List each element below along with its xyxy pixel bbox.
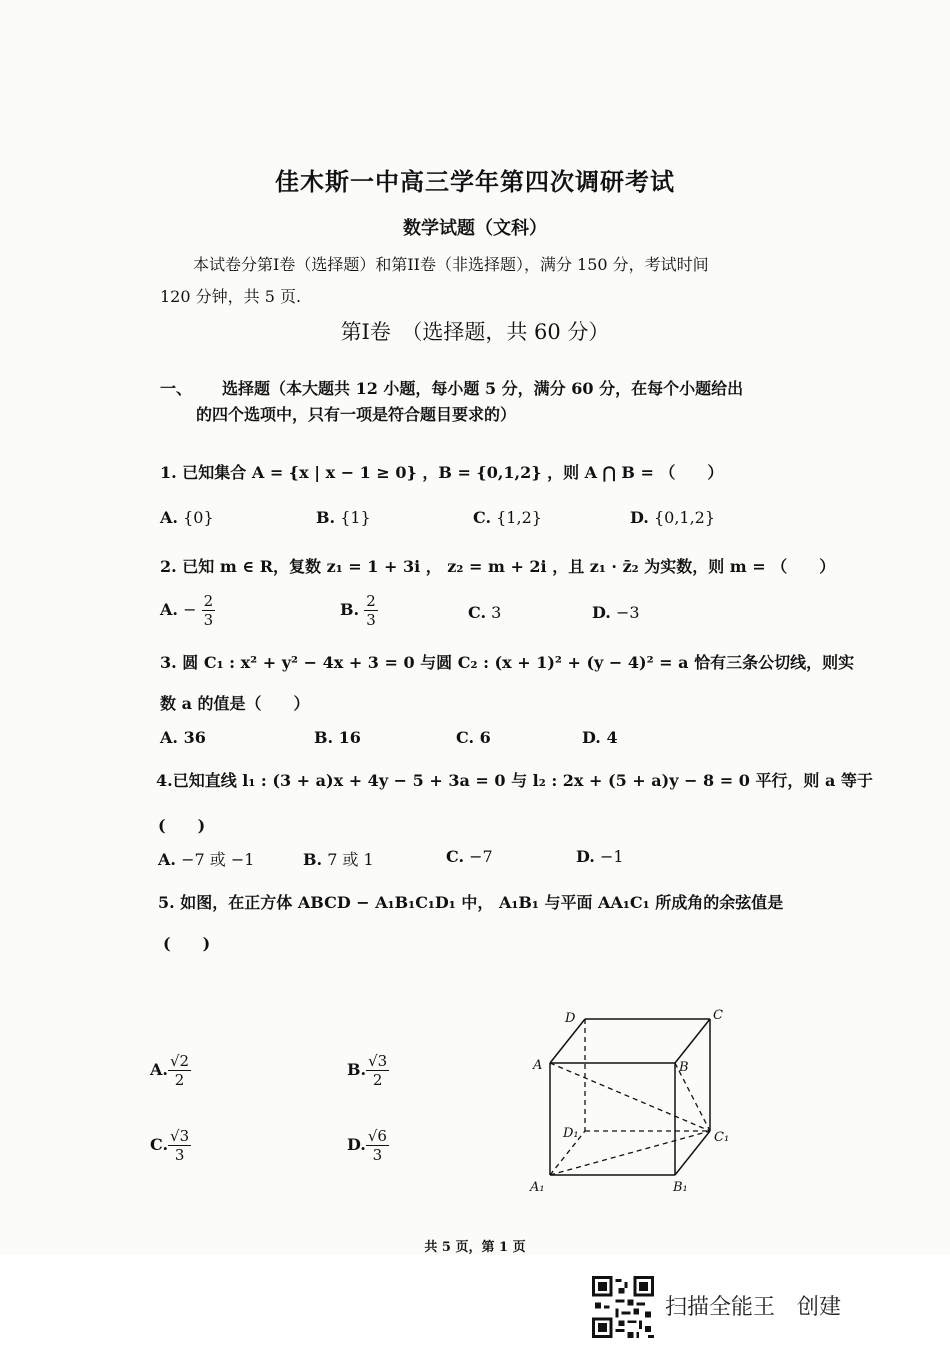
label-b1: B₁ (673, 1180, 688, 1195)
label-c1: C₁ (714, 1130, 730, 1145)
question-3-option-c: C. 6 (456, 728, 491, 747)
question-4-stem-line-1: 4.已知直线 l₁ : (3 + a)x + 4y − 5 + 3a = 0 与 l₂ : 2x + (5 + a)y − 8 = 0 平行，则 a 等于 (156, 771, 873, 790)
question-3-option-a: A. 36 (160, 728, 206, 747)
label-d: D (565, 1011, 576, 1026)
question-4-stem-line-2: ( ) (158, 816, 206, 835)
question-4-option-b: B. 7 或 1 (303, 850, 374, 869)
exam-title: 佳木斯一中高三学年第四次调研考试 (275, 167, 675, 196)
question-4-option-d: D. −1 (576, 847, 624, 866)
label-b: B (679, 1060, 689, 1075)
question-1-stem: 1. 已知集合 A = {x | x − 1 ≥ 0} ，B = {0,1,2} ，则 A ⋂ B = （ ） (160, 463, 724, 482)
question-5-option-d: D. $\frac{√6}{3}$ (347, 1127, 387, 1164)
question-4-option-c: C. −7 (446, 847, 493, 866)
question-1-option-d: D. {0,1,2} (630, 508, 716, 527)
question-2-option-a: A. − $\frac{2}{3}$ (160, 592, 214, 629)
page-footer: 共 5 页，第 1 页 (424, 1240, 526, 1255)
question-1-option-b: B. {1} (316, 508, 371, 527)
question-2-option-d: D. −3 (592, 603, 640, 622)
label-a: A (533, 1058, 543, 1073)
edge-b1c1 (675, 1131, 710, 1175)
section-title: 第I卷 （选择题，共 60 分） (340, 320, 610, 344)
question-3-stem-line-2: 数 a 的值是（ ） (160, 694, 310, 713)
question-2-option-b: B. $\frac{2}{3}$ (340, 592, 376, 629)
label-c: C (713, 1008, 723, 1023)
question-3-option-d: D. 4 (582, 728, 618, 747)
exam-subtitle: 数学试题（文科） (403, 218, 547, 239)
question-2-option-c: C. 3 (468, 603, 502, 622)
label-a1: A₁ (530, 1180, 545, 1195)
part-heading-line-2: 的四个选项中，只有一项是符合题目要求的） (196, 405, 517, 424)
question-5-option-a: A. $\frac{√2}{2}$ (150, 1052, 190, 1089)
scanner-watermark-label: 扫描全能王 创建 (665, 1295, 842, 1320)
part-heading-line-1: 选择题（本大题共 12 小题，每小题 5 分，满分 60 分，在每个小题给出 (222, 379, 744, 398)
cube-figure (525, 1005, 745, 1200)
question-2-stem: 2. 已知 m ∈ R，复数 z₁ = 1 + 3i ， z₂ = m + 2i ，且 z₁ · z̄₂ 为实数，则 m = （ ） (160, 557, 836, 576)
label-d1: D₁ (563, 1126, 579, 1141)
question-1-option-c: C. {1,2} (473, 508, 542, 527)
question-1-option-a: A. {0} (160, 508, 214, 527)
edge-cb (675, 1019, 710, 1063)
question-5-option-c: C. $\frac{√3}{3}$ (150, 1127, 190, 1164)
part-number: 一、 (160, 379, 193, 398)
question-3-option-b: B. 16 (314, 728, 361, 747)
question-3-stem-line-1: 3. 圆 C₁ : x² + y² − 4x + 3 = 0 与圆 C₂ : (x + 1)² + (y − 4)² = a 恰有三条公切线，则实 (160, 653, 855, 672)
intro-line-2: 120 分钟，共 5 页. (160, 287, 302, 306)
qr-code-icon (592, 1276, 654, 1338)
question-5-option-b: B. $\frac{√3}{2}$ (347, 1052, 388, 1089)
question-5-stem-line-1: 5. 如图，在正方体 ABCD − A₁B₁C₁D₁ 中， A₁B₁ 与平面 AA₁C₁ 所成角的余弦值是 (158, 893, 784, 912)
intro-line-1: 本试卷分第I卷（选择题）和第II卷（非选择题），满分 150 分，考试时间 (193, 255, 709, 274)
question-4-option-a: A. −7 或 −1 (158, 850, 255, 869)
question-5-stem-line-2: ( ) (163, 934, 211, 953)
